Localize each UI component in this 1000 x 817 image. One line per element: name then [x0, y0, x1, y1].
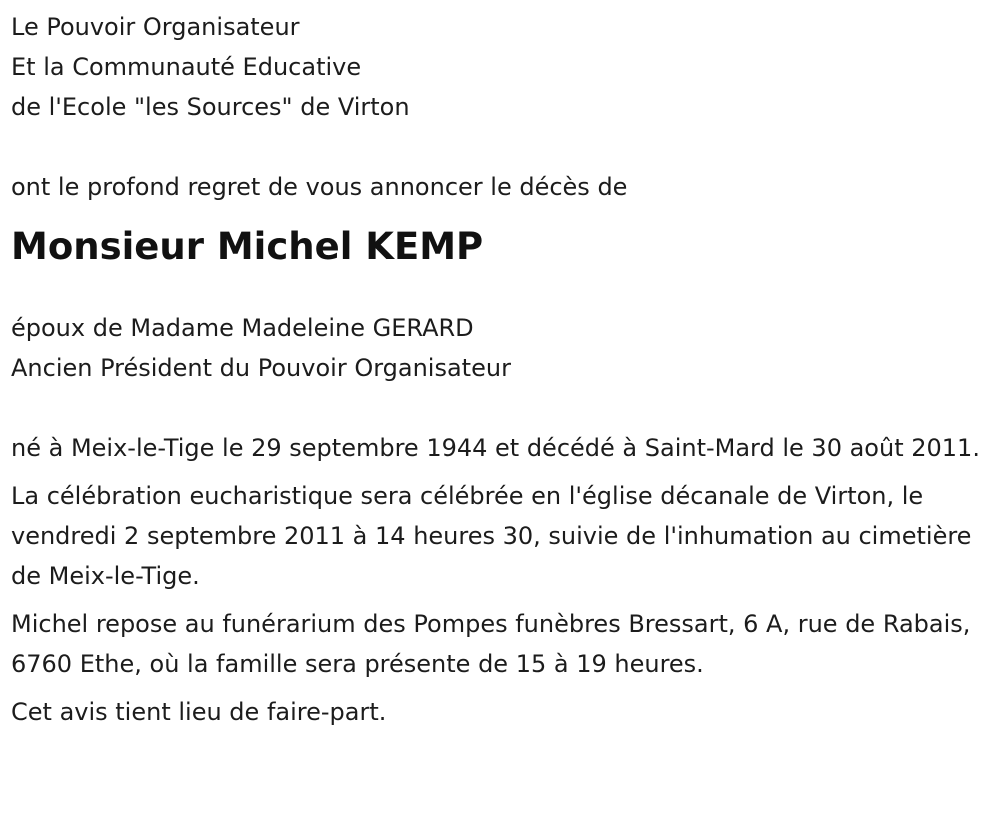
title-line: Ancien Président du Pouvoir Organisateur [11, 354, 511, 382]
header-line-school: de l'Ecole "les Sources" de Virton [11, 93, 410, 121]
deceased-name: Monsieur Michel KEMP [11, 225, 484, 268]
header-line-organizer: Le Pouvoir Organisateur [11, 13, 300, 41]
funerarium-paragraph: Michel repose au funérarium des Pompes funèbres Bressart, 6 A, rue de Rabais, 6760 Ethe, où la famille sera présente de 15 à 19 heures. [11, 610, 971, 678]
header-line-community: Et la Communauté Educative [11, 53, 362, 81]
ceremony-paragraph: La célébration eucharistique sera célébrée en l'église décanale de Virton, le vendredi 2 septembre 2011 à 14 heures 30, suivie de l'inhumation au cimetière de Meix-le-Tige. [11, 482, 972, 590]
closing-paragraph: Cet avis tient lieu de faire-part. [11, 698, 387, 726]
birth-death-paragraph: né à Meix-le-Tige le 29 septembre 1944 et décédé à Saint-Mard le 30 août 2011. [11, 434, 980, 462]
spouse-line: époux de Madame Madeleine GERARD [11, 314, 474, 342]
spacer [11, 388, 993, 428]
announcement-text: ont le profond regret de vous annoncer le décès de [11, 173, 628, 201]
spacer [11, 127, 993, 167]
death-notice [11, 7, 993, 732]
